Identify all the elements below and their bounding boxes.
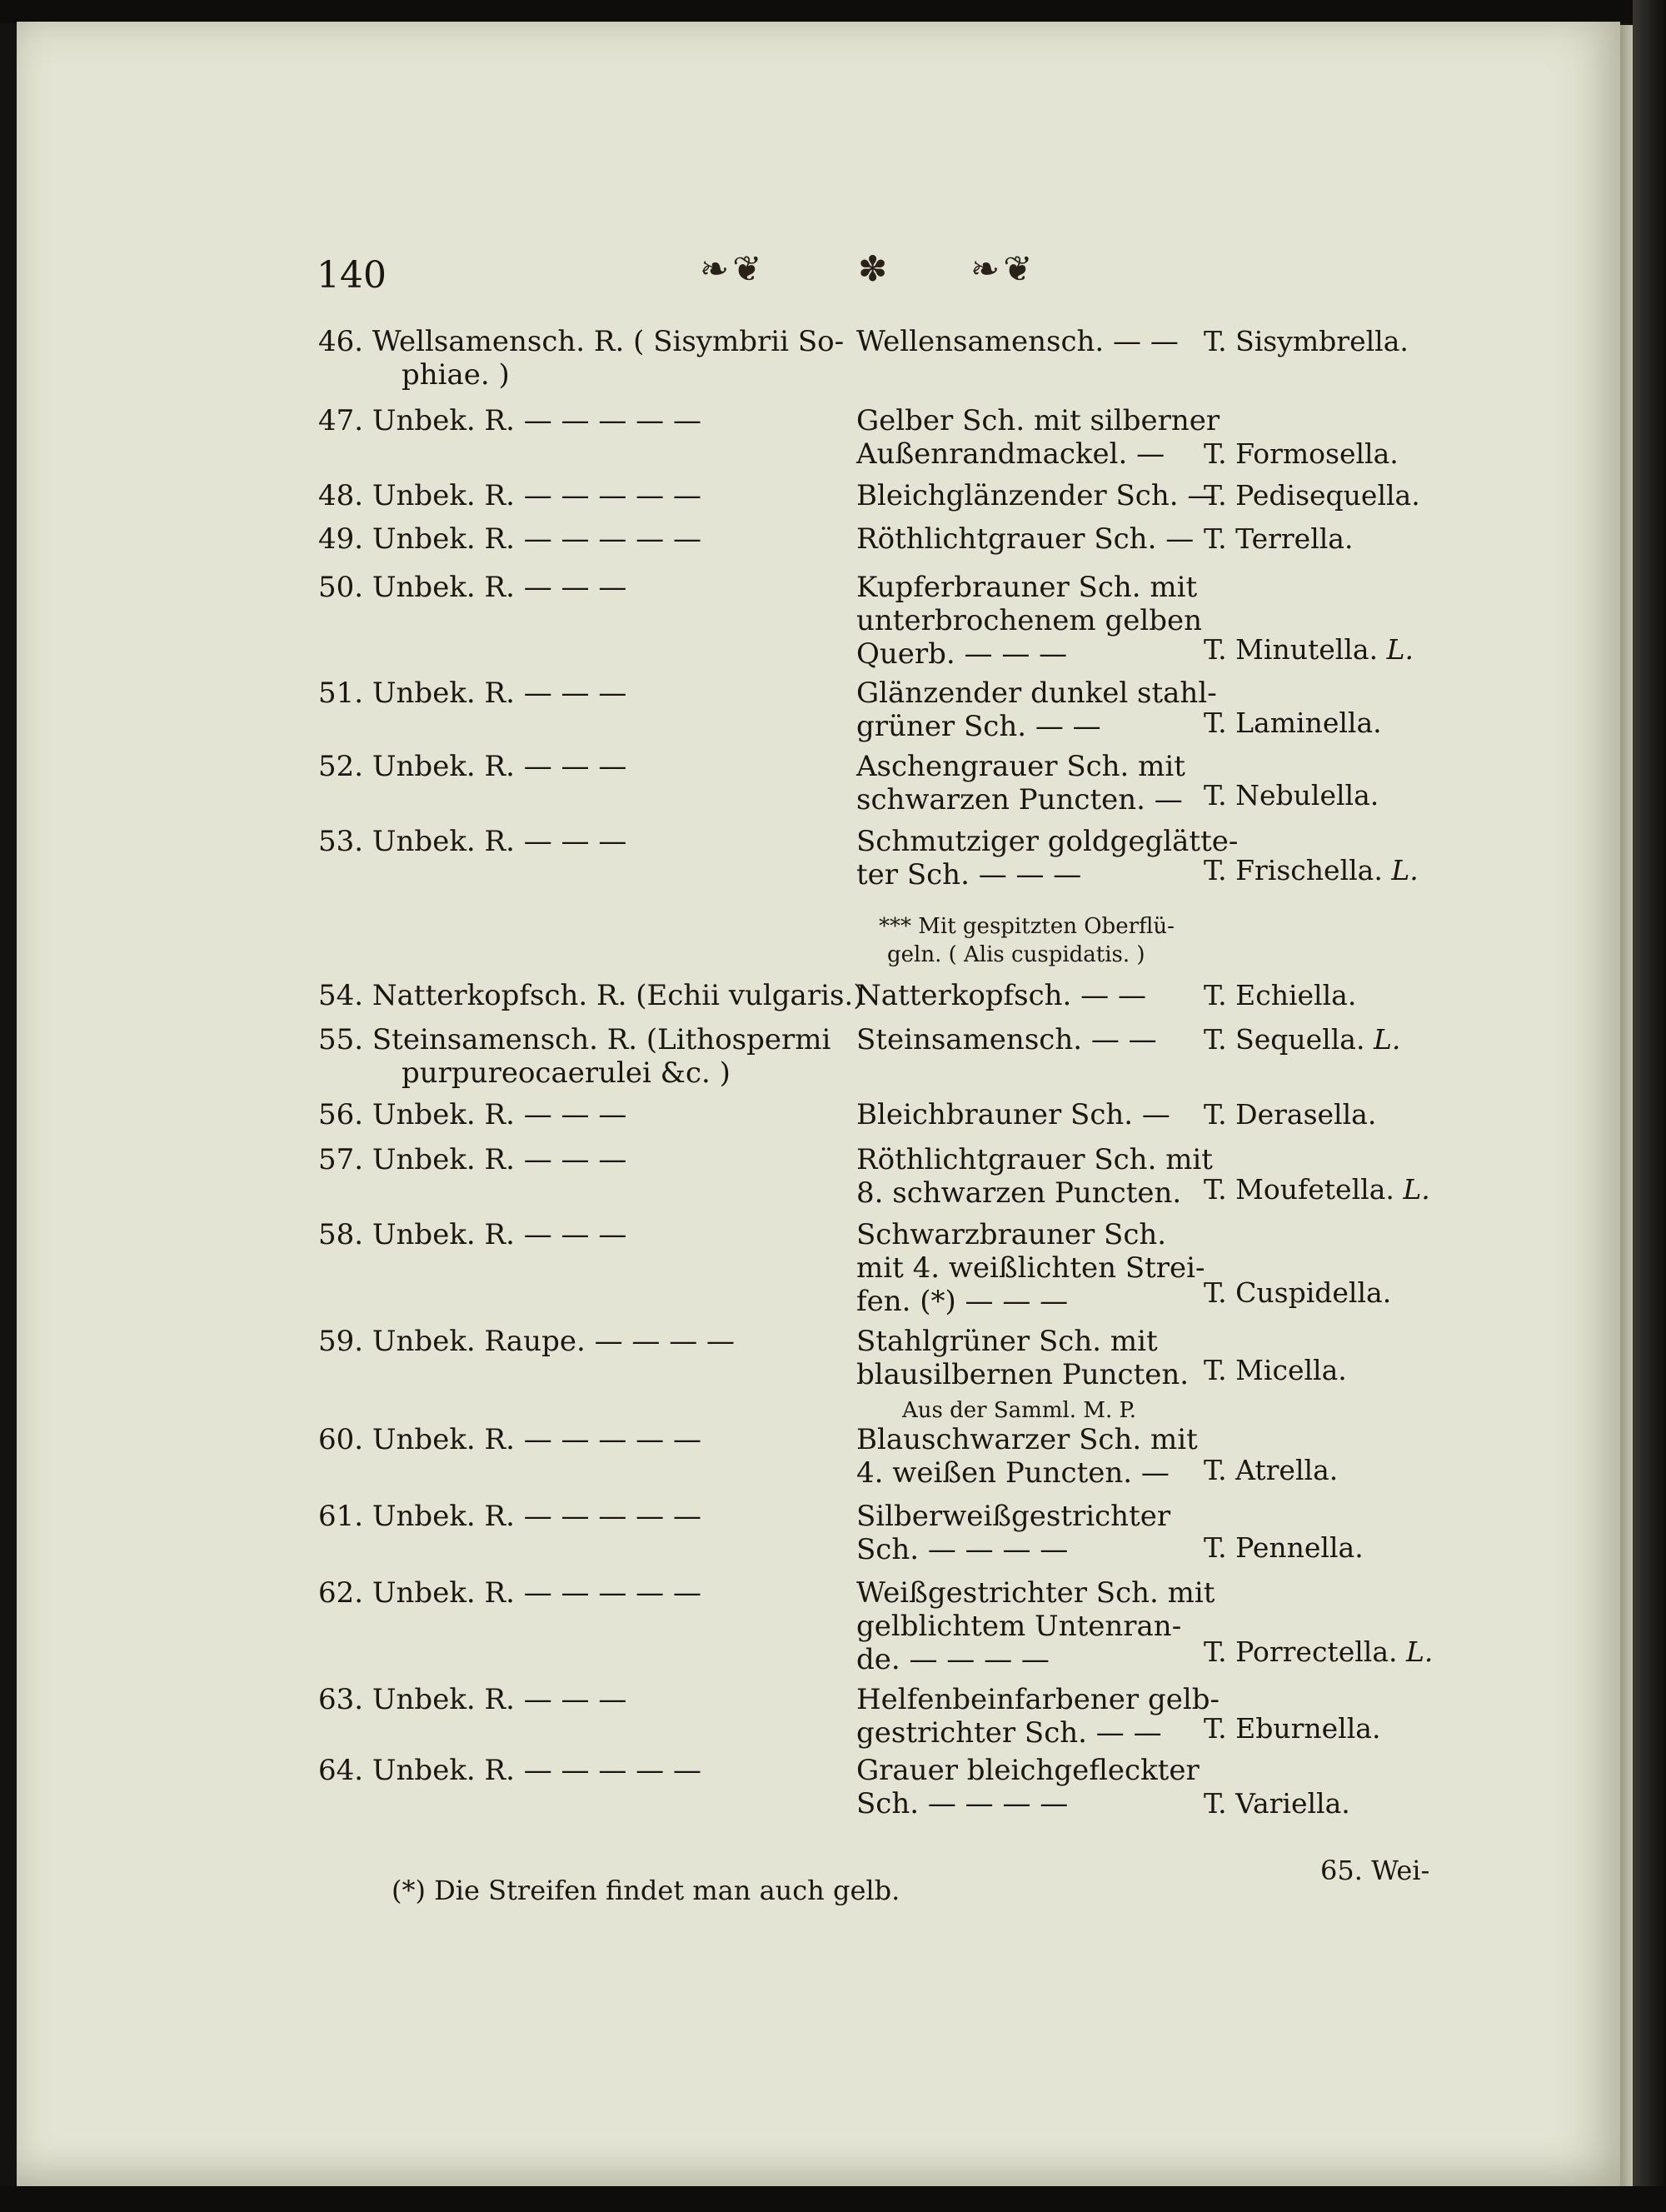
entry-59-caterpillar: 59. Unbek. Raupe. — — — — [318, 1325, 736, 1358]
binding-gutter [1633, 0, 1666, 2212]
entry-53-species: T. Frischella. L. [1204, 854, 1419, 886]
section-heading: *** Mit gespitzten Oberflü- geln. ( Alis cuspidatis. ) [879, 914, 1175, 967]
entry-54-species: T. Echiella. [1204, 979, 1357, 1011]
entry-58-caterpillar: 58. Unbek. R. — — — [318, 1218, 627, 1251]
entry-60-caterpillar: 60. Unbek. R. — — — — — [318, 1423, 701, 1456]
entry-57-caterpillar: 57. Unbek. R. — — — [318, 1143, 627, 1176]
entry-53-moth: Schmutziger goldgeglätte- ter Sch. — — — [856, 825, 1239, 891]
entry-59-species: T. Micella. [1204, 1354, 1347, 1386]
entry-51-species: T. Laminella. [1204, 707, 1382, 739]
entry-62-species: T. Porrectella. L. [1204, 1635, 1434, 1668]
entry-48-species: T. Pedisequella. [1204, 479, 1420, 512]
entry-47-species: T. Formosella. [1204, 437, 1399, 470]
entry-61-moth: Silberweißgestrichter Sch. — — — — [856, 1500, 1171, 1566]
entry-53-caterpillar: 53. Unbek. R. — — — [318, 825, 627, 858]
entry-49-caterpillar: 49. Unbek. R. — — — — — [318, 522, 701, 556]
entry-51-moth: Glänzender dunkel stahl- grüner Sch. — — [856, 677, 1217, 743]
entry-51-caterpillar: 51. Unbek. R. — — — [318, 677, 627, 710]
entry-55-species: T. Sequella. L. [1204, 1023, 1401, 1056]
ornament-right-icon: ❧❦ [970, 248, 1036, 289]
entry-48-moth: Bleichglänzender Sch. — [856, 479, 1216, 512]
entry-49-species: T. Terrella. [1204, 522, 1354, 555]
ornament-center-icon: ✽ [858, 248, 891, 289]
entry-52-moth: Aschengrauer Sch. mit schwarzen Puncten. — [856, 750, 1185, 816]
entry-57-species: T. Moufetella. L. [1204, 1173, 1430, 1206]
entry-54-caterpillar: 54. Natterkopfsch. R. (Echii vulgaris.) [318, 979, 865, 1012]
entry-64-caterpillar: 64. Unbek. R. — — — — — [318, 1754, 701, 1787]
entry-56-species: T. Derasella. [1204, 1098, 1377, 1131]
entry-58-moth: Schwarzbrauner Sch. mit 4. weißlichten Strei- fen. (*) — — — [856, 1218, 1205, 1318]
entry-49-moth: Röthlichtgrauer Sch. — [856, 522, 1195, 556]
entry-52-caterpillar: 52. Unbek. R. — — — [318, 750, 627, 783]
entry-63-caterpillar: 63. Unbek. R. — — — [318, 1683, 627, 1716]
entry-62-moth: Weißgestrichter Sch. mit gelblichtem Untenran- de. — — — — [856, 1576, 1215, 1676]
scan-border-top [0, 0, 1666, 23]
catchword: 65. Wei- [1320, 1855, 1430, 1886]
entry-60-moth: Blauschwarzer Sch. mit 4. weißen Puncten. — [856, 1423, 1198, 1490]
footnote: (*) Die Streifen findet man auch gelb. [392, 1875, 900, 1906]
entry-56-caterpillar: 56. Unbek. R. — — — [318, 1098, 627, 1131]
entry-60-species: T. Atrella. [1204, 1454, 1339, 1486]
entry-61-caterpillar: 61. Unbek. R. — — — — — [318, 1500, 701, 1533]
entry-58-species: T. Cuspidella. [1204, 1276, 1392, 1309]
entry-50-moth: Kupferbrauner Sch. mit unterbrochenem gelben Querb. — — — [856, 571, 1202, 671]
entry-59-moth: Stahlgrüner Sch. mit blausilbernen Puncten. Aus der Samml. M. P. [856, 1325, 1190, 1423]
entry-50-species: T. Minutella. L. [1204, 633, 1414, 666]
entry-63-moth: Helfenbeinfarbener gelb- gestrichter Sch. — — [856, 1683, 1220, 1750]
entry-48-caterpillar: 48. Unbek. R. — — — — — [318, 479, 701, 512]
entry-64-moth: Grauer bleichgefleckter Sch. — — — — [856, 1754, 1200, 1820]
page-number: 140 [317, 254, 387, 297]
entry-46-species: T. Sisymbrella. [1204, 325, 1409, 357]
entry-62-caterpillar: 62. Unbek. R. — — — — — [318, 1576, 701, 1610]
entry-50-caterpillar: 50. Unbek. R. — — — [318, 571, 627, 604]
entry-57-moth: Röthlichtgrauer Sch. mit 8. schwarzen Puncten. [856, 1143, 1213, 1210]
entry-64-species: T. Variella. [1204, 1787, 1350, 1820]
entry-47-moth: Gelber Sch. mit silberner Außenrandmackel. — [856, 404, 1220, 471]
entry-46-caterpillar: 46. Wellsamensch. R. ( Sisymbrii So- phiae. ) [318, 325, 845, 392]
entry-54-moth: Natterkopfsch. — — [856, 979, 1146, 1012]
entry-61-species: T. Pennella. [1204, 1531, 1364, 1564]
entry-52-species: T. Nebulella. [1204, 779, 1379, 811]
entry-55-moth: Steinsamensch. — — [856, 1023, 1157, 1056]
ornament-left-icon: ❧❦ [700, 248, 766, 289]
entry-47-caterpillar: 47. Unbek. R. — — — — — [318, 404, 701, 437]
entry-56-moth: Bleichbrauner Sch. — [856, 1098, 1170, 1131]
entry-63-species: T. Eburnella. [1204, 1712, 1381, 1745]
entry-55-caterpillar: 55. Steinsamensch. R. (Lithospermi purpureocaerulei &c. ) [318, 1023, 831, 1090]
entry-46-moth: Wellensamensch. — — [856, 325, 1179, 358]
scan-border-bottom [0, 2186, 1666, 2212]
